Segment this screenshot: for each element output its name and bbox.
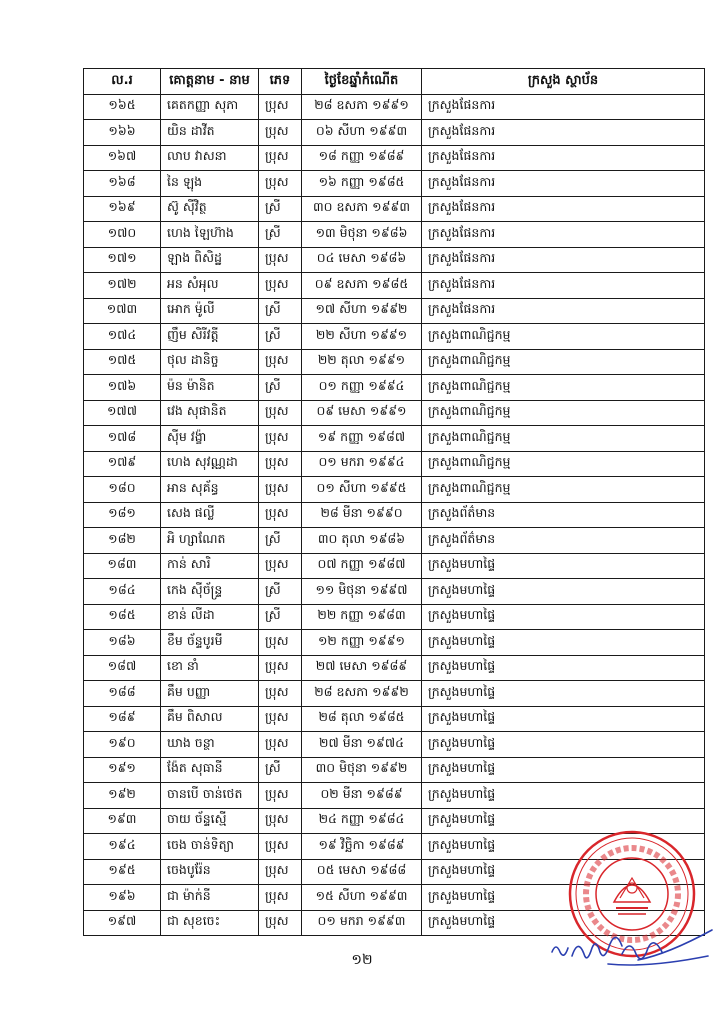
cell-no: ១៩៣ <box>84 808 161 834</box>
cell-institution: ក្រសួងមហាផ្ទៃ <box>422 553 705 579</box>
cell-institution: ក្រសួងមហាផ្ទៃ <box>422 732 705 758</box>
cell-name: ហេង ឡៃហ៊ាង <box>161 222 259 248</box>
cell-dob: ២៨ ឧសភា ១៩៩២ <box>302 681 422 707</box>
cell-institution: ក្រសួងមហាផ្ទៃ <box>422 910 705 936</box>
cell-no: ១៦៩ <box>84 196 161 222</box>
cell-sex: ប្រុស <box>259 655 302 681</box>
cell-sex: ប្រុស <box>259 859 302 885</box>
cell-sex: ប្រុស <box>259 783 302 809</box>
cell-dob: ១១ មិថុនា ១៩៩៧ <box>302 579 422 605</box>
cell-dob: ០៩ មេសា ១៩៩១ <box>302 400 422 426</box>
cell-sex: ប្រុស <box>259 400 302 426</box>
cell-dob: ៣០ មិថុនា ១៩៩២ <box>302 757 422 783</box>
cell-name: ហេង សុវណ្ណដា <box>161 451 259 477</box>
cell-sex: ប្រុស <box>259 171 302 197</box>
cell-sex: ប្រុស <box>259 681 302 707</box>
cell-name: គឹម បញ្ញា <box>161 681 259 707</box>
cell-name: នៃ ឡុង <box>161 171 259 197</box>
cell-sex: ស្រី <box>259 757 302 783</box>
cell-name: ថុល ដានិច្ច <box>161 349 259 375</box>
cell-sex: ស្រី <box>259 298 302 324</box>
cell-sex: ប្រុស <box>259 706 302 732</box>
cell-sex: ប្រុស <box>259 120 302 146</box>
cell-no: ១៩២ <box>84 783 161 809</box>
cell-institution: ក្រសួងផែនការ <box>422 145 705 171</box>
cell-no: ១៩០ <box>84 732 161 758</box>
table-row <box>84 553 705 579</box>
cell-dob: ០៥ មេសា ១៩៨៨ <box>302 859 422 885</box>
table-row <box>84 145 705 171</box>
cell-sex: ប្រុស <box>259 145 302 171</box>
cell-institution: ក្រសួងផែនការ <box>422 247 705 273</box>
roster-body <box>84 94 705 936</box>
cell-sex: ប្រុស <box>259 630 302 656</box>
cell-institution: ក្រសួងមហាផ្ទៃ <box>422 630 705 656</box>
cell-institution: ក្រសួងពាណិជ្ជកម្ម <box>422 400 705 426</box>
header-name: គោត្តនាម - នាម <box>161 69 259 95</box>
table-row <box>84 604 705 630</box>
cell-institution: ក្រសួងពាណិជ្ជកម្ម <box>422 426 705 452</box>
cell-institution: ក្រសួងផែនការ <box>422 298 705 324</box>
cell-no: ១៦៦ <box>84 120 161 146</box>
table-row <box>84 222 705 248</box>
cell-name: កេង ស៊ីច័ន្ទ្រ <box>161 579 259 605</box>
cell-no: ១៩១ <box>84 757 161 783</box>
cell-sex: ប្រុស <box>259 477 302 503</box>
cell-institution: ក្រសួងមហាផ្ទៃ <box>422 655 705 681</box>
cell-dob: ៣០ ឧសភា ១៩៩៣ <box>302 196 422 222</box>
cell-dob: ០១ សីហា ១៩៩៥ <box>302 477 422 503</box>
cell-no: ១៦៥ <box>84 94 161 120</box>
cell-sex: ប្រុស <box>259 732 302 758</box>
cell-dob: ០១ កញ្ញា ១៩៩៤ <box>302 375 422 401</box>
cell-sex: ស្រី <box>259 222 302 248</box>
cell-name: ស៊ូ ស៊ីវិត្ថ <box>161 196 259 222</box>
cell-dob: ៣០ តុលា ១៩៨៦ <box>302 528 422 554</box>
header-no: ល.រ <box>84 69 161 95</box>
cell-no: ១៧២ <box>84 273 161 299</box>
cell-dob: ២៨ មីនា ១៩៩០ <box>302 502 422 528</box>
cell-dob: ០៧ កញ្ញា ១៩៨៧ <box>302 553 422 579</box>
table-row <box>84 630 705 656</box>
cell-institution: ក្រសួងពាណិជ្ជកម្ម <box>422 451 705 477</box>
cell-no: ១៩៥ <box>84 859 161 885</box>
table-row <box>84 732 705 758</box>
table-row <box>84 757 705 783</box>
cell-dob: ២៤ កញ្ញា ១៩៨៤ <box>302 808 422 834</box>
table-row <box>84 247 705 273</box>
cell-dob: ០១ មករា ១៩៩៣ <box>302 910 422 936</box>
cell-institution: ក្រសួងផែនការ <box>422 171 705 197</box>
cell-dob: ១៦ កញ្ញា ១៩៨៥ <box>302 171 422 197</box>
cell-name: ចេងបូរ៉ែន <box>161 859 259 885</box>
cell-sex: ប្រុស <box>259 426 302 452</box>
page-number: ១២ <box>351 952 373 968</box>
cell-institution: ក្រសួងមហាផ្ទៃ <box>422 579 705 605</box>
cell-institution: ក្រសួងមហាផ្ទៃ <box>422 681 705 707</box>
signature <box>548 926 718 970</box>
cell-name: ស៊ីម វង្ខ៉ា <box>161 426 259 452</box>
cell-institution: ក្រសួងព័ត៌មាន <box>422 502 705 528</box>
cell-no: ១៦៧ <box>84 145 161 171</box>
cell-institution: ក្រសួងមហាផ្ទៃ <box>422 757 705 783</box>
cell-dob: ២៧ មេសា ១៩៨៩ <box>302 655 422 681</box>
cell-no: ១៨៨ <box>84 681 161 707</box>
cell-sex: ប្រុស <box>259 451 302 477</box>
cell-no: ១៨៤ <box>84 579 161 605</box>
table-row <box>84 451 705 477</box>
cell-name: អិ ហ្សាណែត <box>161 528 259 554</box>
roster-table <box>83 68 705 936</box>
cell-no: ១៦៨ <box>84 171 161 197</box>
table-row <box>84 681 705 707</box>
cell-institution: ក្រសួងពាណិជ្ជកម្ម <box>422 349 705 375</box>
cell-name: លាប វាសនា <box>161 145 259 171</box>
cell-dob: ០៤ មេសា ១៩៨៦ <box>302 247 422 273</box>
cell-name: ឡាង ពិសិដ្ឋ <box>161 247 259 273</box>
cell-no: ១៩៤ <box>84 834 161 860</box>
cell-sex: ប្រុស <box>259 247 302 273</box>
cell-institution: ក្រសួងមហាផ្ទៃ <box>422 885 705 911</box>
cell-no: ១៨៧ <box>84 655 161 681</box>
cell-institution: ក្រសួងមហាផ្ទៃ <box>422 834 705 860</box>
cell-dob: ១៩ កញ្ញា ១៩៨៧ <box>302 426 422 452</box>
cell-name: យិន ដាវីត <box>161 120 259 146</box>
cell-sex: ប្រុស <box>259 553 302 579</box>
table-row <box>84 196 705 222</box>
cell-sex: ប្រុស <box>259 808 302 834</box>
cell-name: ចានបេី ចាន់ថេត <box>161 783 259 809</box>
table-row <box>84 273 705 299</box>
cell-sex: ប្រុស <box>259 94 302 120</box>
cell-institution: ក្រសួងមហាផ្ទៃ <box>422 706 705 732</box>
cell-institution: ក្រសួងផែនការ <box>422 222 705 248</box>
table-row <box>84 171 705 197</box>
cell-dob: ០១ មករា ១៩៩៤ <box>302 451 422 477</box>
cell-dob: ២២ តុលា ១៩៩១ <box>302 349 422 375</box>
cell-institution: ក្រសួងមហាផ្ទៃ <box>422 808 705 834</box>
cell-institution: ក្រសួងពាណិជ្ជកម្ម <box>422 324 705 350</box>
cell-sex: ស្រី <box>259 528 302 554</box>
cell-dob: ០៩ ឧសភា ១៩៨៥ <box>302 273 422 299</box>
table-row <box>84 477 705 503</box>
cell-dob: ២២ សីហា ១៩៩១ <box>302 324 422 350</box>
cell-no: ១៧៦ <box>84 375 161 401</box>
cell-no: ១៩៦ <box>84 885 161 911</box>
cell-no: ១៨៥ <box>84 604 161 630</box>
cell-name: ជា ម៉ាក់នី <box>161 885 259 911</box>
table-row <box>84 655 705 681</box>
cell-name: អាន សុគ័ន្ធ <box>161 477 259 503</box>
table-row <box>84 502 705 528</box>
cell-institution: ក្រសួងផែនការ <box>422 94 705 120</box>
cell-no: ១៧៥ <box>84 349 161 375</box>
cell-name: ចេង ចាន់ទិត្យា <box>161 834 259 860</box>
cell-sex: ស្រី <box>259 324 302 350</box>
cell-institution: ក្រសួងមហាផ្ទៃ <box>422 859 705 885</box>
header-row <box>84 69 705 95</box>
cell-no: ១៨៣ <box>84 553 161 579</box>
cell-name: កាន់ សារិ <box>161 553 259 579</box>
table-row <box>84 528 705 554</box>
cell-name: គឹម ពិសាល <box>161 706 259 732</box>
cell-sex: ស្រី <box>259 579 302 605</box>
table-row <box>84 324 705 350</box>
cell-dob: ១៥ សីហា ១៩៩៣ <box>302 885 422 911</box>
cell-institution: ក្រសួងផែនការ <box>422 120 705 146</box>
cell-sex: ប្រុស <box>259 885 302 911</box>
table-row <box>84 426 705 452</box>
cell-dob: ០២ មីនា ១៩៨៩ <box>302 783 422 809</box>
cell-institution: ក្រសួងពាណិជ្ជកម្ម <box>422 477 705 503</box>
cell-dob: ២៨ ឧសភា ១៩៩១ <box>302 94 422 120</box>
cell-no: ១៩៧ <box>84 910 161 936</box>
cell-dob: ២២ កញ្ញា ១៩៨៣ <box>302 604 422 630</box>
cell-name: សេង ផល្លី <box>161 502 259 528</box>
table-row <box>84 375 705 401</box>
cell-dob: ១៣ មិថុនា ១៩៨៦ <box>302 222 422 248</box>
cell-sex: ប្រុស <box>259 502 302 528</box>
cell-dob: ១៧ សីហា ១៩៩២ <box>302 298 422 324</box>
cell-name: គេតកញ្ញា សុភា <box>161 94 259 120</box>
cell-no: ១៧១ <box>84 247 161 273</box>
cell-name: ឃាង ចន្ថា <box>161 732 259 758</box>
cell-no: ១៧៤ <box>84 324 161 350</box>
header-sex: ភេទ <box>259 69 302 95</box>
table-row <box>84 298 705 324</box>
cell-dob: ១៨ កញ្ញា ១៩៨៩ <box>302 145 422 171</box>
cell-institution: ក្រសួងផែនការ <box>422 196 705 222</box>
cell-name: ចាយ ច័ន្ទស្មើ <box>161 808 259 834</box>
cell-sex: ប្រុស <box>259 910 302 936</box>
cell-institution: ក្រសួងព័ត៌មាន <box>422 528 705 554</box>
cell-no: ១៨២ <box>84 528 161 554</box>
cell-name: ជា សុខចេះ <box>161 910 259 936</box>
cell-institution: ក្រសួងផែនការ <box>422 273 705 299</box>
cell-no: ១៧៣ <box>84 298 161 324</box>
table-row <box>84 349 705 375</box>
cell-dob: ០៦ សីហា ១៩៩៣ <box>302 120 422 146</box>
header-institution: ក្រសួង ស្ថាប័ន <box>422 69 705 95</box>
cell-dob: ២៨ តុលា ១៩៨៥ <box>302 706 422 732</box>
table-row <box>84 120 705 146</box>
cell-name: ង៉ែត សុធានី <box>161 757 259 783</box>
cell-no: ១៨១ <box>84 502 161 528</box>
cell-no: ១៨៦ <box>84 630 161 656</box>
cell-sex: ប្រុស <box>259 273 302 299</box>
cell-name: ញឹម សិរីវត្តី <box>161 324 259 350</box>
table-row <box>84 400 705 426</box>
cell-sex: ស្រី <box>259 604 302 630</box>
cell-name: វេង សុផានិត <box>161 400 259 426</box>
cell-institution: ក្រសួងមហាផ្ទៃ <box>422 604 705 630</box>
table-row <box>84 94 705 120</box>
cell-sex: ស្រី <box>259 375 302 401</box>
table-row <box>84 706 705 732</box>
cell-name: ខឹម ច័ន្ទបូរមី <box>161 630 259 656</box>
cell-name: អោក ម៉ូលី <box>161 298 259 324</box>
cell-no: ១៧៩ <box>84 451 161 477</box>
cell-institution: ក្រសួងមហាផ្ទៃ <box>422 783 705 809</box>
cell-institution: ក្រសួងពាណិជ្ជកម្ម <box>422 375 705 401</box>
table-row <box>84 783 705 809</box>
cell-dob: ១៩ វិច្ឆិកា ១៩៨៩ <box>302 834 422 860</box>
cell-sex: ប្រុស <box>259 834 302 860</box>
cell-name: អន សំអុល <box>161 273 259 299</box>
cell-name: ខោ នាំ <box>161 655 259 681</box>
cell-dob: ១២ កញ្ញា ១៩៩១ <box>302 630 422 656</box>
cell-dob: ២៧ មីនា ១៩៧៤ <box>302 732 422 758</box>
cell-no: ១៨៩ <box>84 706 161 732</box>
cell-name: ខាន់ លីដា <box>161 604 259 630</box>
header-dob: ថ្ងៃខែឆ្នាំកំណើត <box>302 69 422 95</box>
cell-sex: ប្រុស <box>259 349 302 375</box>
cell-no: ១៧០ <box>84 222 161 248</box>
cell-no: ១៧៨ <box>84 426 161 452</box>
cell-name: ម៉ន ម៉ានិត <box>161 375 259 401</box>
cell-no: ១៨០ <box>84 477 161 503</box>
cell-no: ១៧៧ <box>84 400 161 426</box>
cell-sex: ស្រី <box>259 196 302 222</box>
table-row <box>84 579 705 605</box>
